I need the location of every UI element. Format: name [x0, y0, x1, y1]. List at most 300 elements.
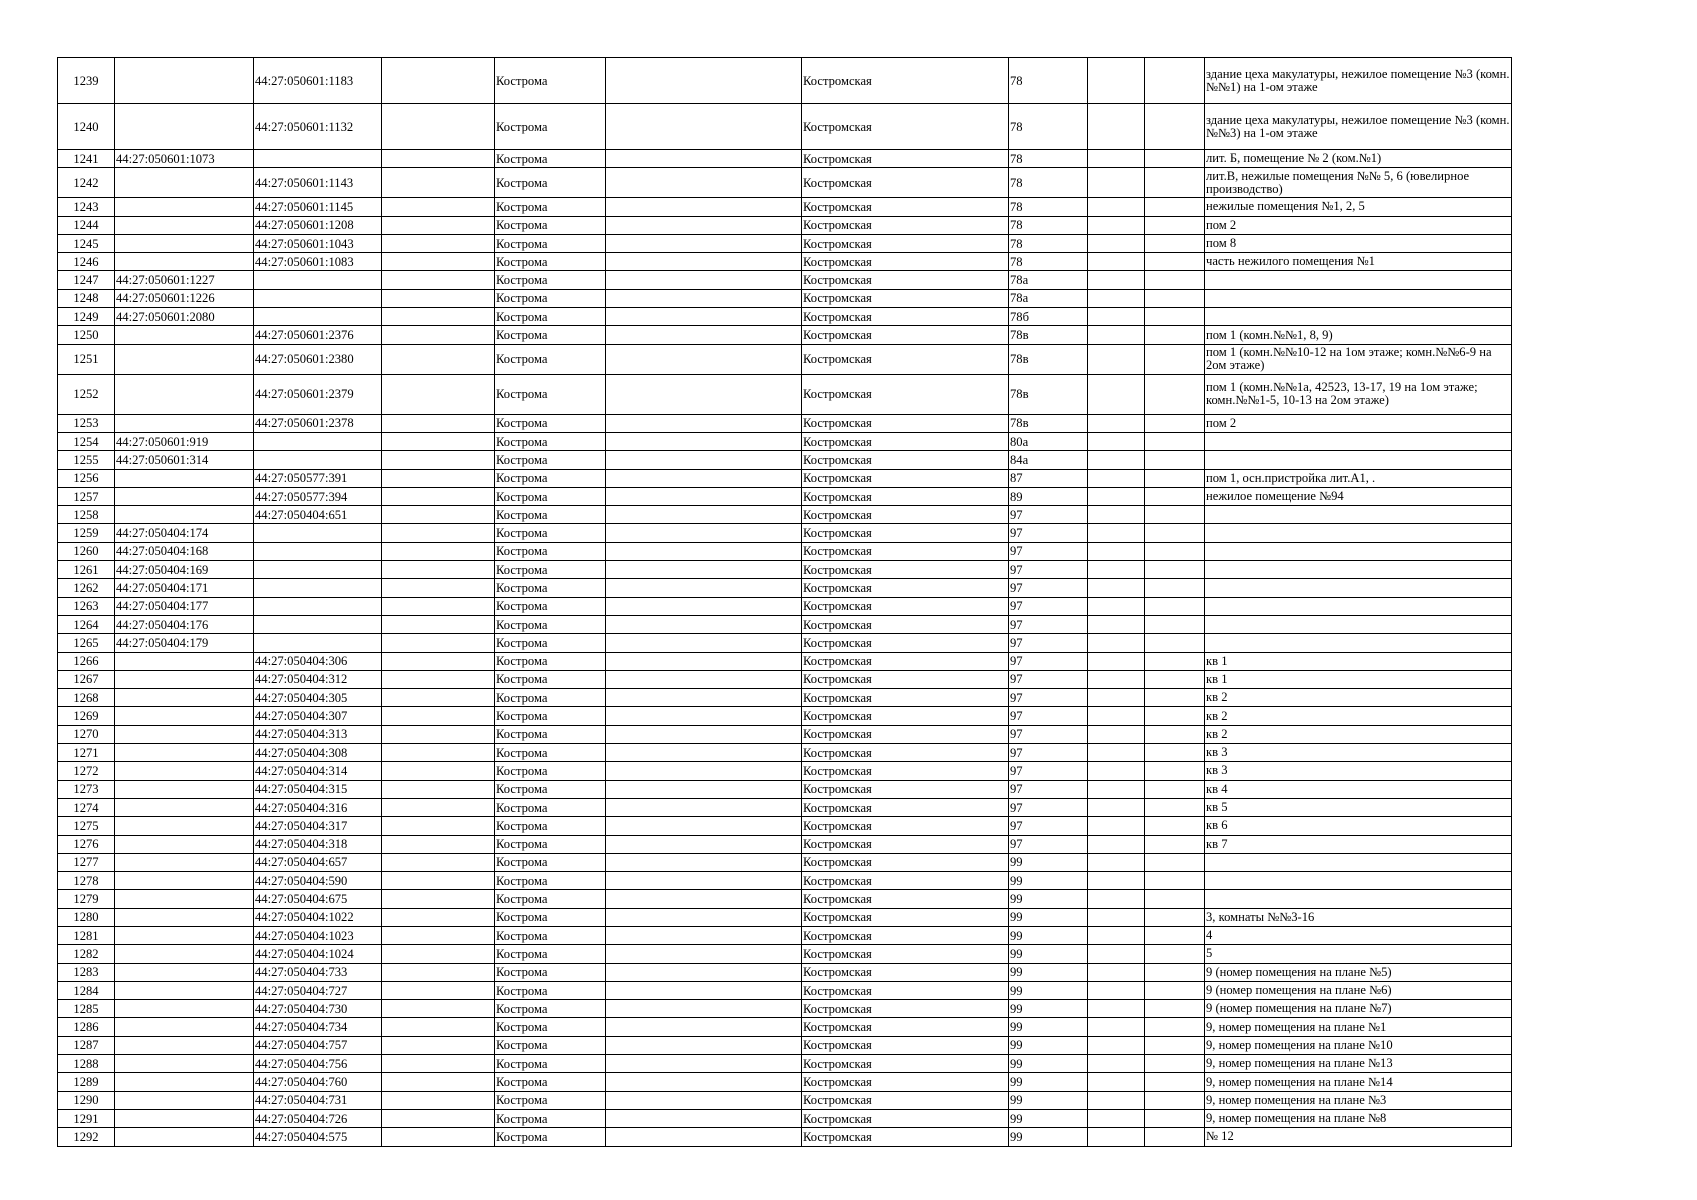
empty-cell-c: [1088, 725, 1145, 743]
house-number-cell: 99: [1009, 890, 1088, 908]
house-number-cell: 78в: [1009, 344, 1088, 374]
empty-cell-b: [606, 506, 802, 524]
house-number-cell: 97: [1009, 561, 1088, 579]
premises-description-cell: 9 (номер помещения на плане №5): [1205, 963, 1512, 981]
row-number-cell: 1261: [58, 561, 115, 579]
empty-cell-a: [382, 945, 495, 963]
table-row: [58, 1128, 1512, 1146]
premises-description-cell: [1205, 289, 1512, 307]
premises-cadastral-number-cell: [254, 634, 382, 652]
premises-description-cell: 9, номер помещения на плане №14: [1205, 1073, 1512, 1091]
premises-description-cell: кв 5: [1205, 798, 1512, 816]
house-number-cell: 78в: [1009, 326, 1088, 344]
empty-cell-c: [1088, 1128, 1145, 1146]
premises-description-cell: здание цеха макулатуры, нежилое помещение №3 (комн. №№1) на 1-ом этаже: [1205, 58, 1512, 104]
table-row: [58, 487, 1512, 505]
premises-description-cell: пом 1 (комн.№№1, 8, 9): [1205, 326, 1512, 344]
empty-cell-c: [1088, 689, 1145, 707]
street-cell: Костромская: [802, 374, 1009, 414]
row-number-cell: 1252: [58, 374, 115, 414]
table-row: [58, 344, 1512, 374]
house-number-cell: 78: [1009, 168, 1088, 198]
empty-cell-d: [1145, 344, 1205, 374]
premises-cadastral-number-cell: 44:27:050577:394: [254, 487, 382, 505]
row-number-cell: 1276: [58, 835, 115, 853]
empty-cell-b: [606, 326, 802, 344]
street-cell: Костромская: [802, 1055, 1009, 1073]
empty-cell-a: [382, 579, 495, 597]
empty-cell-b: [606, 1073, 802, 1091]
street-cell: Костромская: [802, 908, 1009, 926]
empty-cell-d: [1145, 150, 1205, 168]
empty-cell-d: [1145, 432, 1205, 450]
empty-cell-a: [382, 344, 495, 374]
house-number-cell: 99: [1009, 1055, 1088, 1073]
empty-cell-d: [1145, 542, 1205, 560]
city-cell: Кострома: [495, 374, 606, 414]
house-number-cell: 78: [1009, 58, 1088, 104]
premises-description-cell: пом 1, осн.пристройка лит.А1, .: [1205, 469, 1512, 487]
premises-description-cell: 9, номер помещения на плане №1: [1205, 1018, 1512, 1036]
empty-cell-c: [1088, 908, 1145, 926]
empty-cell-b: [606, 216, 802, 234]
premises-cadastral-number-cell: [254, 615, 382, 633]
city-cell: Кострома: [495, 1000, 606, 1018]
building-cadastral-number-cell: 44:27:050601:1227: [115, 271, 254, 289]
building-cadastral-number-cell: 44:27:050601:314: [115, 451, 254, 469]
row-number-cell: 1281: [58, 926, 115, 944]
empty-cell-c: [1088, 216, 1145, 234]
premises-description-cell: 9 (номер помещения на плане №7): [1205, 1000, 1512, 1018]
house-number-cell: 97: [1009, 524, 1088, 542]
empty-cell-d: [1145, 597, 1205, 615]
house-number-cell: 99: [1009, 1109, 1088, 1127]
table-row: [58, 561, 1512, 579]
table-row: [58, 798, 1512, 816]
empty-cell-a: [382, 634, 495, 652]
house-number-cell: 99: [1009, 1000, 1088, 1018]
empty-cell-c: [1088, 634, 1145, 652]
premises-cadastral-number-cell: [254, 542, 382, 560]
row-number-cell: 1257: [58, 487, 115, 505]
building-cadastral-number-cell: [115, 1128, 254, 1146]
street-cell: Костромская: [802, 853, 1009, 871]
empty-cell-c: [1088, 1073, 1145, 1091]
street-cell: Костромская: [802, 253, 1009, 271]
house-number-cell: 78в: [1009, 414, 1088, 432]
street-cell: Костромская: [802, 1000, 1009, 1018]
row-number-cell: 1283: [58, 963, 115, 981]
city-cell: Кострома: [495, 853, 606, 871]
empty-cell-d: [1145, 216, 1205, 234]
street-cell: Костромская: [802, 597, 1009, 615]
premises-description-cell: пом 2: [1205, 414, 1512, 432]
empty-cell-b: [606, 487, 802, 505]
street-cell: Костромская: [802, 1018, 1009, 1036]
house-number-cell: 97: [1009, 670, 1088, 688]
empty-cell-b: [606, 945, 802, 963]
empty-cell-b: [606, 1091, 802, 1109]
row-number-cell: 1258: [58, 506, 115, 524]
empty-cell-b: [606, 451, 802, 469]
empty-cell-c: [1088, 150, 1145, 168]
empty-cell-b: [606, 689, 802, 707]
table-row: [58, 744, 1512, 762]
building-cadastral-number-cell: [115, 744, 254, 762]
street-cell: Костромская: [802, 689, 1009, 707]
street-cell: Костромская: [802, 216, 1009, 234]
city-cell: Кострома: [495, 150, 606, 168]
table-row: [58, 451, 1512, 469]
empty-cell-d: [1145, 469, 1205, 487]
premises-cadastral-number-cell: 44:27:050601:1145: [254, 198, 382, 216]
empty-cell-b: [606, 579, 802, 597]
empty-cell-a: [382, 168, 495, 198]
empty-cell-d: [1145, 780, 1205, 798]
empty-cell-d: [1145, 762, 1205, 780]
city-cell: Кострома: [495, 670, 606, 688]
empty-cell-b: [606, 798, 802, 816]
premises-description-cell: 9, номер помещения на плане №10: [1205, 1036, 1512, 1054]
empty-cell-a: [382, 1128, 495, 1146]
empty-cell-c: [1088, 414, 1145, 432]
row-number-cell: 1271: [58, 744, 115, 762]
empty-cell-d: [1145, 1055, 1205, 1073]
premises-description-cell: [1205, 432, 1512, 450]
building-cadastral-number-cell: 44:27:050601:2080: [115, 308, 254, 326]
empty-cell-d: [1145, 652, 1205, 670]
city-cell: Кострома: [495, 524, 606, 542]
empty-cell-d: [1145, 1018, 1205, 1036]
empty-cell-c: [1088, 234, 1145, 252]
city-cell: Кострома: [495, 707, 606, 725]
empty-cell-c: [1088, 542, 1145, 560]
premises-cadastral-number-cell: 44:27:050404:307: [254, 707, 382, 725]
city-cell: Кострома: [495, 216, 606, 234]
city-cell: Кострома: [495, 634, 606, 652]
building-cadastral-number-cell: [115, 963, 254, 981]
house-number-cell: 78: [1009, 198, 1088, 216]
table-row: [58, 853, 1512, 871]
empty-cell-a: [382, 487, 495, 505]
city-cell: Кострома: [495, 744, 606, 762]
empty-cell-c: [1088, 872, 1145, 890]
building-cadastral-number-cell: [115, 414, 254, 432]
empty-cell-d: [1145, 561, 1205, 579]
row-number-cell: 1264: [58, 615, 115, 633]
empty-cell-b: [606, 707, 802, 725]
street-cell: Костромская: [802, 798, 1009, 816]
city-cell: Кострома: [495, 168, 606, 198]
empty-cell-c: [1088, 326, 1145, 344]
premises-description-cell: [1205, 561, 1512, 579]
premises-cadastral-number-cell: 44:27:050404:313: [254, 725, 382, 743]
empty-cell-c: [1088, 506, 1145, 524]
premises-description-cell: [1205, 597, 1512, 615]
empty-cell-b: [606, 835, 802, 853]
house-number-cell: 97: [1009, 652, 1088, 670]
empty-cell-b: [606, 414, 802, 432]
house-number-cell: 97: [1009, 542, 1088, 560]
row-number-cell: 1260: [58, 542, 115, 560]
premises-cadastral-number-cell: 44:27:050601:1083: [254, 253, 382, 271]
premises-description-cell: 9, номер помещения на плане №3: [1205, 1091, 1512, 1109]
table-row: [58, 945, 1512, 963]
building-cadastral-number-cell: [115, 1000, 254, 1018]
row-number-cell: 1275: [58, 817, 115, 835]
empty-cell-d: [1145, 926, 1205, 944]
table-row: [58, 289, 1512, 307]
premises-cadastral-number-cell: [254, 597, 382, 615]
empty-cell-c: [1088, 780, 1145, 798]
table-row: [58, 1018, 1512, 1036]
empty-cell-c: [1088, 1018, 1145, 1036]
building-cadastral-number-cell: [115, 1091, 254, 1109]
empty-cell-a: [382, 308, 495, 326]
row-number-cell: 1262: [58, 579, 115, 597]
table-row: [58, 963, 1512, 981]
row-number-cell: 1250: [58, 326, 115, 344]
premises-description-cell: пом 8: [1205, 234, 1512, 252]
row-number-cell: 1272: [58, 762, 115, 780]
house-number-cell: 99: [1009, 981, 1088, 999]
empty-cell-a: [382, 817, 495, 835]
street-cell: Костромская: [802, 451, 1009, 469]
empty-cell-d: [1145, 890, 1205, 908]
empty-cell-b: [606, 1036, 802, 1054]
table-row: [58, 634, 1512, 652]
empty-cell-b: [606, 853, 802, 871]
empty-cell-a: [382, 1036, 495, 1054]
premises-cadastral-number-cell: 44:27:050404:651: [254, 506, 382, 524]
premises-description-cell: лит.В, нежилые помещения №№ 5, 6 (ювелирное производство): [1205, 168, 1512, 198]
empty-cell-a: [382, 414, 495, 432]
empty-cell-a: [382, 908, 495, 926]
table-row: [58, 326, 1512, 344]
empty-cell-b: [606, 780, 802, 798]
city-cell: Кострома: [495, 1091, 606, 1109]
property-register-table: [57, 57, 1512, 1147]
street-cell: Костромская: [802, 1091, 1009, 1109]
premises-description-cell: нежилые помещения №1, 2, 5: [1205, 198, 1512, 216]
city-cell: Кострома: [495, 725, 606, 743]
empty-cell-a: [382, 326, 495, 344]
premises-description-cell: [1205, 506, 1512, 524]
table-row: [58, 104, 1512, 150]
row-number-cell: 1277: [58, 853, 115, 871]
row-number-cell: 1259: [58, 524, 115, 542]
house-number-cell: 78: [1009, 234, 1088, 252]
house-number-cell: 97: [1009, 780, 1088, 798]
row-number-cell: 1288: [58, 1055, 115, 1073]
street-cell: Костромская: [802, 326, 1009, 344]
premises-description-cell: здание цеха макулатуры, нежилое помещение №3 (комн. №№3) на 1-ом этаже: [1205, 104, 1512, 150]
house-number-cell: 99: [1009, 963, 1088, 981]
table-row: [58, 374, 1512, 414]
empty-cell-a: [382, 707, 495, 725]
empty-cell-b: [606, 58, 802, 104]
street-cell: Костромская: [802, 744, 1009, 762]
empty-cell-d: [1145, 725, 1205, 743]
empty-cell-a: [382, 58, 495, 104]
empty-cell-c: [1088, 253, 1145, 271]
row-number-cell: 1249: [58, 308, 115, 326]
table-row: [58, 168, 1512, 198]
building-cadastral-number-cell: [115, 890, 254, 908]
empty-cell-a: [382, 652, 495, 670]
row-number-cell: 1267: [58, 670, 115, 688]
building-cadastral-number-cell: [115, 945, 254, 963]
city-cell: Кострома: [495, 1036, 606, 1054]
street-cell: Костромская: [802, 524, 1009, 542]
house-number-cell: 97: [1009, 506, 1088, 524]
city-cell: Кострома: [495, 469, 606, 487]
city-cell: Кострома: [495, 58, 606, 104]
premises-cadastral-number-cell: [254, 451, 382, 469]
empty-cell-b: [606, 890, 802, 908]
premises-cadastral-number-cell: 44:27:050404:730: [254, 1000, 382, 1018]
building-cadastral-number-cell: [115, 216, 254, 234]
street-cell: Костромская: [802, 432, 1009, 450]
row-number-cell: 1274: [58, 798, 115, 816]
street-cell: Костромская: [802, 780, 1009, 798]
empty-cell-b: [606, 253, 802, 271]
premises-description-cell: [1205, 542, 1512, 560]
empty-cell-d: [1145, 234, 1205, 252]
building-cadastral-number-cell: [115, 374, 254, 414]
empty-cell-d: [1145, 945, 1205, 963]
empty-cell-b: [606, 926, 802, 944]
house-number-cell: 78: [1009, 253, 1088, 271]
table-row: [58, 1109, 1512, 1127]
street-cell: Костромская: [802, 670, 1009, 688]
street-cell: Костромская: [802, 652, 1009, 670]
city-cell: Кострома: [495, 890, 606, 908]
table-row: [58, 271, 1512, 289]
premises-description-cell: [1205, 634, 1512, 652]
empty-cell-b: [606, 374, 802, 414]
house-number-cell: 97: [1009, 615, 1088, 633]
table-row: [58, 414, 1512, 432]
street-cell: Костромская: [802, 1036, 1009, 1054]
house-number-cell: 97: [1009, 762, 1088, 780]
table-row: [58, 1036, 1512, 1054]
premises-description-cell: пом 1 (комн.№№10-12 на 1ом этаже; комн.№№6-9 на 2ом этаже): [1205, 344, 1512, 374]
empty-cell-c: [1088, 271, 1145, 289]
empty-cell-d: [1145, 1036, 1205, 1054]
empty-cell-c: [1088, 670, 1145, 688]
empty-cell-a: [382, 689, 495, 707]
row-number-cell: 1280: [58, 908, 115, 926]
premises-cadastral-number-cell: 44:27:050601:1143: [254, 168, 382, 198]
premises-description-cell: [1205, 890, 1512, 908]
empty-cell-c: [1088, 524, 1145, 542]
empty-cell-c: [1088, 104, 1145, 150]
premises-cadastral-number-cell: 44:27:050404:760: [254, 1073, 382, 1091]
city-cell: Кострома: [495, 1128, 606, 1146]
premises-description-cell: кв 4: [1205, 780, 1512, 798]
house-number-cell: 97: [1009, 817, 1088, 835]
house-number-cell: 97: [1009, 798, 1088, 816]
premises-cadastral-number-cell: 44:27:050404:308: [254, 744, 382, 762]
empty-cell-b: [606, 670, 802, 688]
empty-cell-b: [606, 271, 802, 289]
empty-cell-b: [606, 963, 802, 981]
building-cadastral-number-cell: 44:27:050404:169: [115, 561, 254, 579]
premises-description-cell: [1205, 579, 1512, 597]
street-cell: Костромская: [802, 634, 1009, 652]
empty-cell-d: [1145, 506, 1205, 524]
city-cell: Кострома: [495, 798, 606, 816]
street-cell: Костромская: [802, 271, 1009, 289]
building-cadastral-number-cell: [115, 725, 254, 743]
building-cadastral-number-cell: [115, 707, 254, 725]
premises-cadastral-number-cell: 44:27:050404:734: [254, 1018, 382, 1036]
street-cell: Костромская: [802, 1128, 1009, 1146]
empty-cell-c: [1088, 374, 1145, 414]
empty-cell-a: [382, 963, 495, 981]
street-cell: Костромская: [802, 615, 1009, 633]
house-number-cell: 78: [1009, 216, 1088, 234]
empty-cell-a: [382, 542, 495, 560]
empty-cell-d: [1145, 579, 1205, 597]
building-cadastral-number-cell: [115, 853, 254, 871]
empty-cell-b: [606, 981, 802, 999]
premises-description-cell: кв 7: [1205, 835, 1512, 853]
premises-cadastral-number-cell: 44:27:050601:2378: [254, 414, 382, 432]
building-cadastral-number-cell: [115, 780, 254, 798]
house-number-cell: 78б: [1009, 308, 1088, 326]
empty-cell-b: [606, 1109, 802, 1127]
house-number-cell: 99: [1009, 1091, 1088, 1109]
house-number-cell: 78а: [1009, 289, 1088, 307]
empty-cell-b: [606, 872, 802, 890]
empty-cell-a: [382, 853, 495, 871]
table-row: [58, 872, 1512, 890]
building-cadastral-number-cell: [115, 487, 254, 505]
premises-cadastral-number-cell: 44:27:050404:316: [254, 798, 382, 816]
row-number-cell: 1268: [58, 689, 115, 707]
city-cell: Кострома: [495, 1055, 606, 1073]
building-cadastral-number-cell: [115, 253, 254, 271]
row-number-cell: 1279: [58, 890, 115, 908]
premises-cadastral-number-cell: 44:27:050404:590: [254, 872, 382, 890]
building-cadastral-number-cell: [115, 1109, 254, 1127]
house-number-cell: 89: [1009, 487, 1088, 505]
house-number-cell: 97: [1009, 579, 1088, 597]
empty-cell-a: [382, 926, 495, 944]
empty-cell-a: [382, 1000, 495, 1018]
premises-cadastral-number-cell: 44:27:050601:1208: [254, 216, 382, 234]
table-row: [58, 670, 1512, 688]
row-number-cell: 1239: [58, 58, 115, 104]
row-number-cell: 1269: [58, 707, 115, 725]
premises-cadastral-number-cell: 44:27:050404:726: [254, 1109, 382, 1127]
empty-cell-c: [1088, 945, 1145, 963]
table-row: [58, 1055, 1512, 1073]
street-cell: Костромская: [802, 506, 1009, 524]
city-cell: Кострома: [495, 981, 606, 999]
empty-cell-c: [1088, 344, 1145, 374]
row-number-cell: 1244: [58, 216, 115, 234]
street-cell: Костромская: [802, 289, 1009, 307]
empty-cell-c: [1088, 1055, 1145, 1073]
street-cell: Костромская: [802, 308, 1009, 326]
empty-cell-a: [382, 1073, 495, 1091]
street-cell: Костромская: [802, 561, 1009, 579]
table-row: [58, 58, 1512, 104]
house-number-cell: 99: [1009, 1128, 1088, 1146]
